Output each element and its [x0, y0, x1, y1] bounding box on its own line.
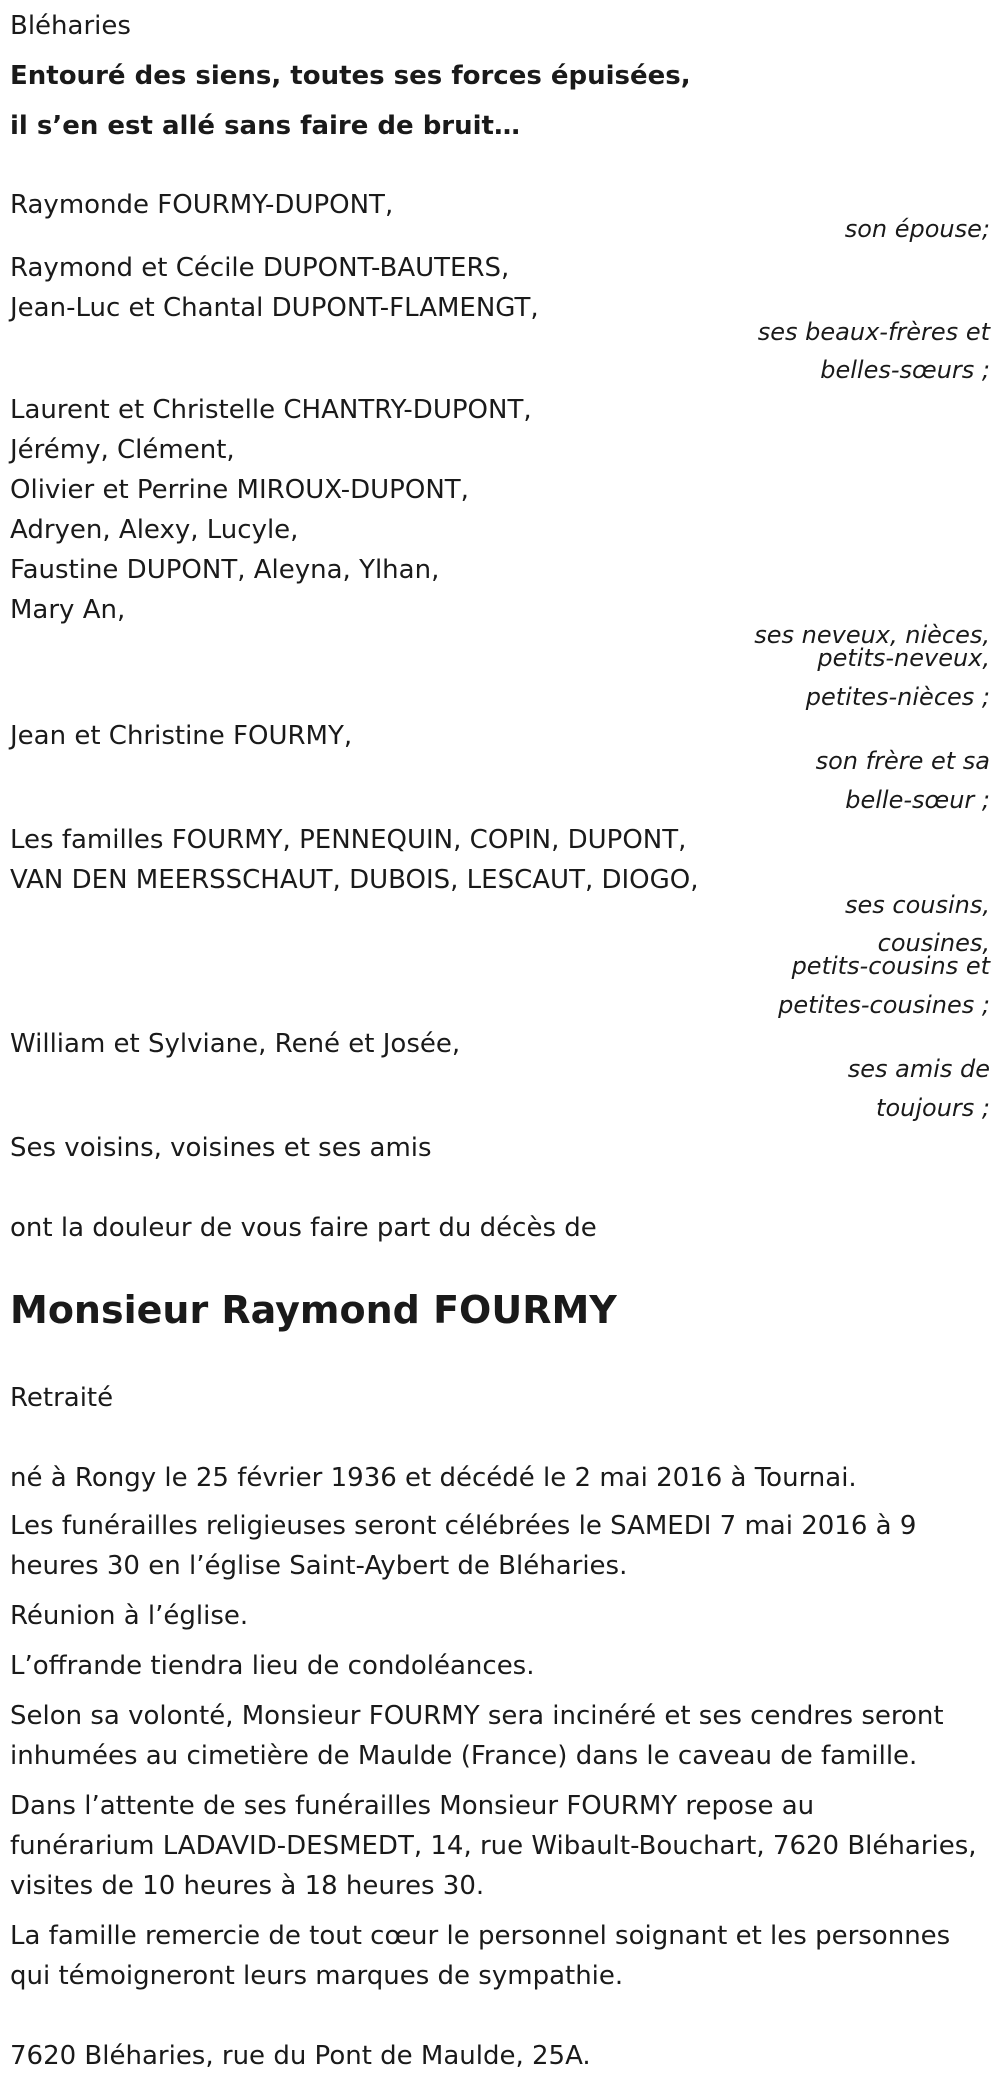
- nephews-line-5: Faustine DUPONT, Aleyna, Ylhan,: [10, 555, 440, 585]
- inlaws-line-1: Raymond et Cécile DUPONT-BAUTERS,: [10, 253, 510, 283]
- nephews-line-1: Laurent et Christelle CHANTRY-DUPONT,: [10, 395, 532, 425]
- quote-line-1: Entouré des siens, toutes ses forces épuisées,: [10, 61, 691, 91]
- thanks-line-2: qui témoigneront leurs marques de sympathie.: [10, 1961, 624, 1991]
- meeting-line: Réunion à l’église.: [10, 1601, 249, 1631]
- funeral-line-2: heures 30 en l’église Saint-Aybert de Bléharies.: [10, 1551, 628, 1581]
- cousins-relation-line-2: cousines,: [877, 929, 990, 957]
- address-line: 7620 Bléharies, rue du Pont de Maulde, 25A.: [10, 2041, 591, 2071]
- nephews-relation-line-2: petits-neveux,: [817, 644, 990, 672]
- friends-name: William et Sylviane, René et Josée,: [10, 1029, 461, 1059]
- nephews-relation-line-1: ses neveux, nièces,: [754, 621, 990, 649]
- friends-relation-line-1: ses amis de: [847, 1055, 990, 1083]
- birth-death-line: né à Rongy le 25 février 1936 et décédé le 2 mai 2016 à Tournai.: [10, 1463, 857, 1493]
- nephews-line-4: Adryen, Alexy, Lucyle,: [10, 515, 299, 545]
- rest-line-3: visites de 10 heures à 18 heures 30.: [10, 1871, 485, 1901]
- thanks-line-1: La famille remercie de tout cœur le personnel soignant et les personnes: [10, 1921, 951, 1951]
- cremation-line-1: Selon sa volonté, Monsieur FOURMY sera incinéré et ses cendres seront: [10, 1701, 944, 1731]
- cousins-relation-line-4: petites-cousines ;: [778, 991, 990, 1019]
- brother-name: Jean et Christine FOURMY,: [10, 721, 353, 751]
- inlaws-relation-line-1: ses beaux-frères et: [757, 318, 990, 346]
- quote-line-2: il s’en est allé sans faire de bruit…: [10, 111, 520, 141]
- rest-line-1: Dans l’attente de ses funérailles Monsieur FOURMY repose au: [10, 1791, 815, 1821]
- neighbours-line: Ses voisins, voisines et ses amis: [10, 1133, 432, 1163]
- nephews-line-2: Jérémy, Clément,: [10, 435, 235, 465]
- spouse-relation: son épouse;: [844, 215, 990, 243]
- announcement-line: ont la douleur de vous faire part du décès de: [10, 1213, 597, 1243]
- nephews-line-6: Mary An,: [10, 595, 126, 625]
- cousins-relation-line-1: ses cousins,: [844, 891, 990, 919]
- friends-relation-line-2: toujours ;: [876, 1094, 990, 1122]
- cousins-line-1: Les familles FOURMY, PENNEQUIN, COPIN, DUPONT,: [10, 825, 687, 855]
- inlaws-relation-line-2: belles-sœurs ;: [820, 356, 990, 384]
- nephews-relation-line-3: petites-nièces ;: [805, 683, 990, 711]
- spouse-name: Raymonde FOURMY-DUPONT,: [10, 190, 394, 220]
- offering-line: L’offrande tiendra lieu de condoléances.: [10, 1651, 535, 1681]
- funeral-line-1: Les funérailles religieuses seront célébrées le SAMEDI 7 mai 2016 à 9: [10, 1511, 917, 1541]
- deceased-occupation: Retraité: [10, 1383, 114, 1413]
- cousins-relation-line-3: petits-cousins et: [791, 952, 990, 980]
- brother-relation-line-1: son frère et sa: [815, 747, 990, 775]
- brother-relation-line-2: belle-sœur ;: [845, 786, 990, 814]
- nephews-line-3: Olivier et Perrine MIROUX-DUPONT,: [10, 475, 469, 505]
- deceased-name: Monsieur Raymond FOURMY: [10, 1288, 617, 1332]
- cremation-line-2: inhumées au cimetière de Maulde (France) dans le caveau de famille.: [10, 1741, 918, 1771]
- inlaws-line-2: Jean-Luc et Chantal DUPONT-FLAMENGT,: [10, 293, 539, 323]
- place-heading: Bléharies: [10, 11, 131, 41]
- cousins-line-2: VAN DEN MEERSSCHAUT, DUBOIS, LESCAUT, DIOGO,: [10, 865, 699, 895]
- rest-line-2: funérarium LADAVID-DESMEDT, 14, rue Wibault-Bouchart, 7620 Bléharies,: [10, 1831, 977, 1861]
